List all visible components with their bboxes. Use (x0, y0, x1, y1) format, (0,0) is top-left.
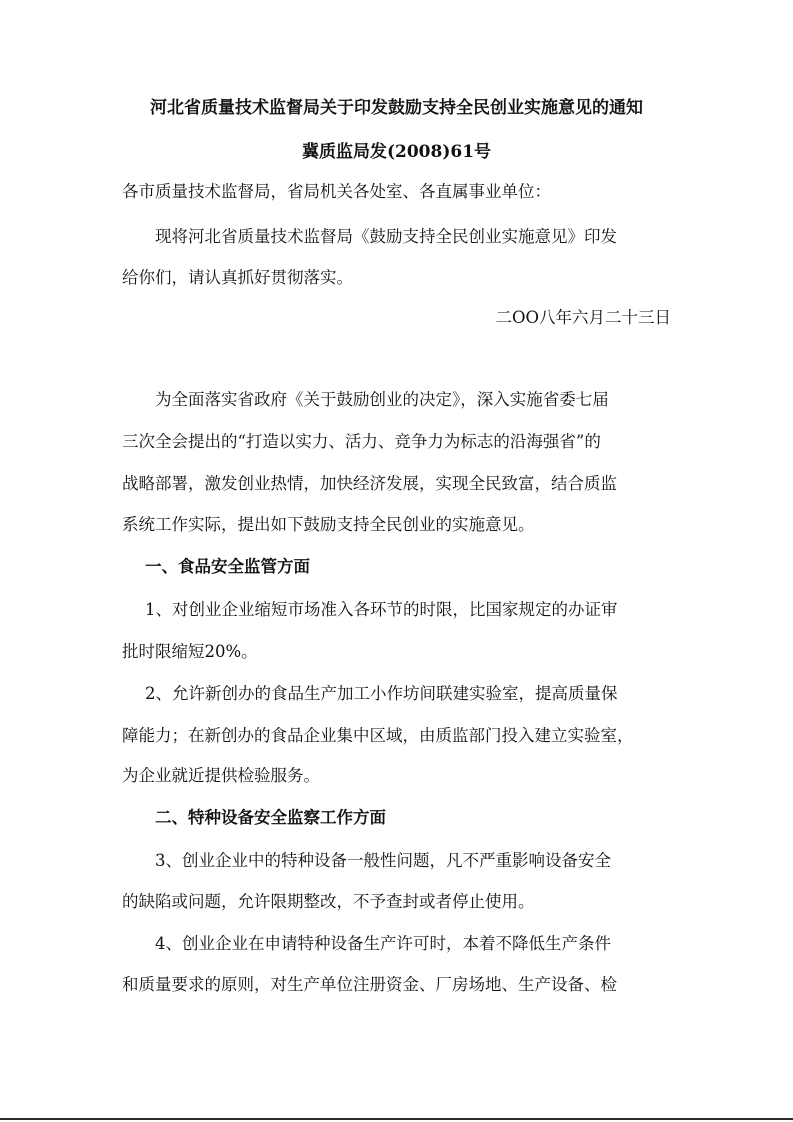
item-3-line-2: 的缺陷或问题，允许限期整改，不予查封或者停止使用。 (122, 892, 535, 911)
item-3-line-1: 3、创业企业中的特种设备一般性问题，凡不严重影响设备安全 (155, 851, 611, 870)
notice-line-2: 给你们，请认真抓好贯彻落实。 (122, 268, 353, 287)
item-2-line-3: 为企业就近提供检验服务。 (122, 766, 320, 785)
item-4-line-1: 4、创业企业在申请特种设备生产许可时，本着不降低生产条件 (155, 934, 611, 953)
item-1-line-2: 批时限缩短20%。 (122, 642, 258, 661)
document-date: 二OO八年六月二十三日 (495, 308, 671, 327)
section-heading-special-equipment: 二、特种设备安全监察工作方面 (155, 808, 386, 827)
document-title: 河北省质量技术监督局关于印发鼓励支持全民创业实施意见的通知 (150, 98, 643, 118)
section-heading-food-safety: 一、食品安全监管方面 (145, 557, 310, 576)
item-4-line-2: 和质量要求的原则，对生产单位注册资金、厂房场地、生产设备、检 (122, 975, 617, 994)
document-number: 冀质监局发(2008)61号 (301, 142, 492, 162)
item-2-line-1: 2、允许新创办的食品生产加工小作坊间联建实验室，提高质量保 (145, 684, 618, 703)
addressee: 各市质量技术监督局，省局机关各处室、各直属事业单位： (122, 182, 551, 201)
page-bottom-rule (0, 1118, 793, 1120)
intro-line-1: 为全面落实省政府《关于鼓励创业的决定》，深入实施省委七届 (155, 390, 609, 409)
intro-line-2: 三次全会提出的“打造以实力、活力、竞争力为标志的沿海强省”的 (122, 432, 601, 451)
intro-line-4: 系统工作实际，提出如下鼓励支持全民创业的实施意见。 (122, 515, 535, 534)
item-1-line-1: 1、对创业企业缩短市场准入各环节的时限，比国家规定的办证审 (145, 600, 618, 619)
notice-line-1: 现将河北省质量技术监督局《鼓励支持全民创业实施意见》印发 (155, 227, 617, 246)
item-2-line-2: 障能力；在新创办的食品企业集中区域，由质监部门投入建立实验室， (122, 726, 634, 745)
intro-line-3: 战略部署，激发创业热情，加快经济发展，实现全民致富，结合质监 (122, 474, 617, 493)
